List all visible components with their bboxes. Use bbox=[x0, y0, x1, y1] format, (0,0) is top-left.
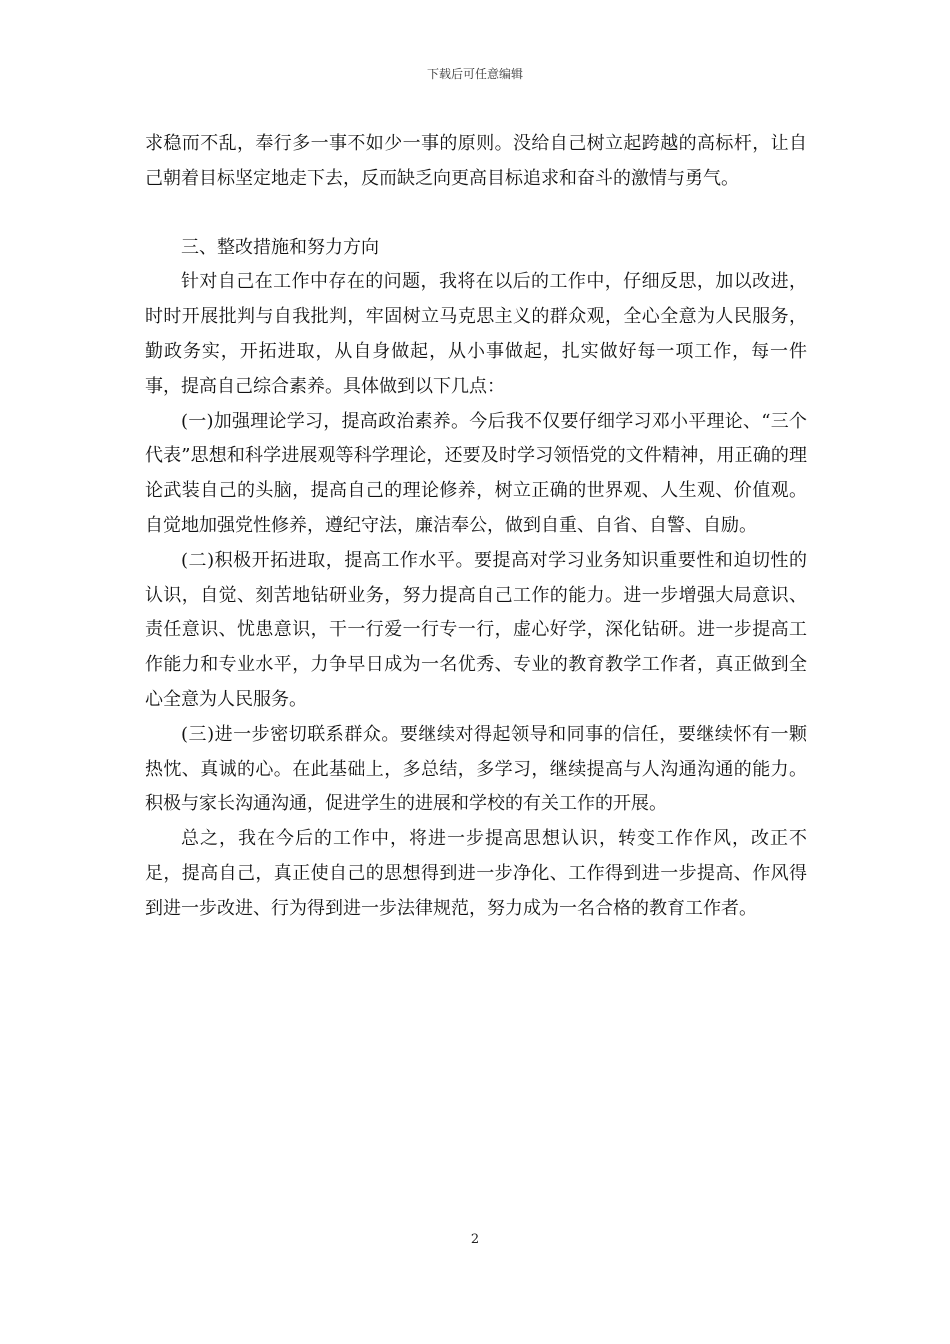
page-number: 2 bbox=[470, 1232, 480, 1247]
paragraph-item-3: (三)进一步密切联系群众。要继续对得起领导和同事的信任，要继续怀有一颗热忱、真诚的心。在此基础上，多总结，多学习，继续提高与人沟通沟通的能力。积极与家长沟通沟通，促进学生的进展和学校的有关工作的开展。 bbox=[145, 723, 807, 815]
paragraph-continuation: 求稳而不乱，奉行多一事不如少一事的原则。没给自己树立起跨越的高标杆，让自己朝着目标坚定地走下去，反而缺乏向更高目标追求和奋斗的激情与勇气。 bbox=[145, 133, 807, 189]
paragraph-intro: 针对自己在工作中存在的问题，我将在以后的工作中，仔细反思，加以改进，时时开展批判与自我批判，牢固树立马克思主义的群众观，全心全意为人民服务，勤政务实，开拓进取，从自身做起，从小事做起，扎实做好每一项工作，每一件事，提高自己综合素养。具体做到以下几点： bbox=[145, 271, 807, 397]
section-heading: 三、整改措施和努力方向 bbox=[181, 236, 379, 258]
paragraph-item-1: (一)加强理论学习，提高政治素养。今后我不仅要仔细学习邓小平理论、“三个代表”思想和科学进展观等科学理论，还要及时学习领悟党的文件精神，用正确的理论武装自己的头脑，提高自己的理论修养，树立正确的世界观、人生观、价值观。自觉地加强党性修养，遵纪守法，廉洁奉公，做到自重、自省、自警、自励。 bbox=[145, 410, 807, 536]
page-header: 下载后可任意编辑 bbox=[426, 67, 523, 81]
paragraph-item-2: (二)积极开拓进取，提高工作水平。要提高对学习业务知识重要性和迫切性的认识，自觉、刻苦地钻研业务，努力提高自己工作的能力。进一步增强大局意识、责任意识、忧患意识，干一行爱一行专一行，虚心好学，深化钻研。进一步提高工作能力和专业水平，力争早日成为一名优秀、专业的教育教学工作者，真正做到全心全意为人民服务。 bbox=[145, 549, 807, 710]
document-body bbox=[145, 127, 807, 927]
paragraph-conclusion: 总之，我在今后的工作中，将进一步提高思想认识，转变工作作风，改正不足，提高自己，真正使自己的思想得到进一步净化、工作得到进一步提高、作风得到进一步改进、行为得到进一步法律规范，努力成为一名合格的教育工作者。 bbox=[145, 828, 807, 919]
